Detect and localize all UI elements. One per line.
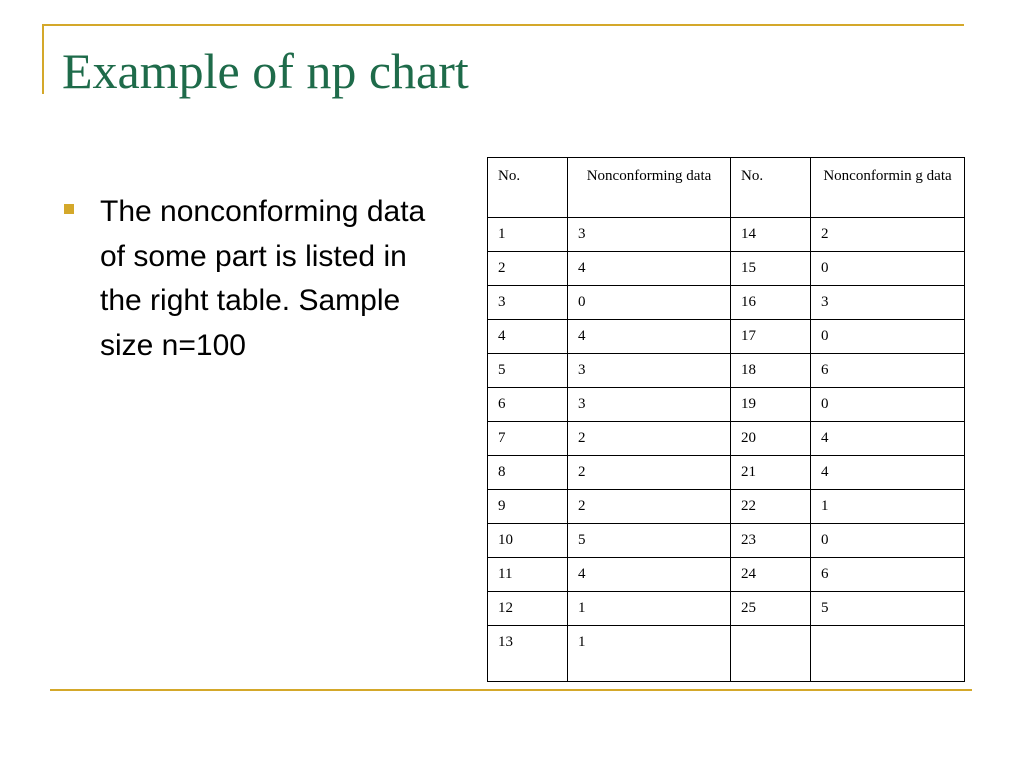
square-bullet-icon <box>64 204 74 214</box>
table-cell: 14 <box>731 218 811 252</box>
nonconforming-data-table <box>487 157 965 682</box>
table-cell: 4 <box>811 422 965 456</box>
header-nonconforming-1: Nonconforming data <box>568 158 731 218</box>
table-cell: 6 <box>811 558 965 592</box>
table-row <box>488 320 965 354</box>
table-cell: 4 <box>811 456 965 490</box>
table-cell: 3 <box>488 286 568 320</box>
table-cell: 19 <box>731 388 811 422</box>
table-row <box>488 388 965 422</box>
table-cell: 1 <box>568 592 731 626</box>
table-row <box>488 558 965 592</box>
table-cell: 16 <box>731 286 811 320</box>
table-row <box>488 490 965 524</box>
table-cell: 15 <box>731 252 811 286</box>
table-cell: 5 <box>488 354 568 388</box>
table-row <box>488 286 965 320</box>
table-row <box>488 218 965 252</box>
table-cell: 22 <box>731 490 811 524</box>
header-nonconforming-2: Nonconformin g data <box>811 158 965 218</box>
table-row <box>488 354 965 388</box>
table-cell: 3 <box>568 354 731 388</box>
table-cell: 6 <box>811 354 965 388</box>
table-cell: 2 <box>811 218 965 252</box>
table-cell: 0 <box>568 286 731 320</box>
table-cell: 8 <box>488 456 568 490</box>
table-cell <box>811 626 965 682</box>
table-cell: 1 <box>811 490 965 524</box>
table-cell <box>731 626 811 682</box>
header-no-1: No. <box>488 158 568 218</box>
table-cell: 11 <box>488 558 568 592</box>
table-cell: 5 <box>568 524 731 558</box>
table-cell: 2 <box>568 422 731 456</box>
table-cell: 0 <box>811 524 965 558</box>
table-cell: 2 <box>568 490 731 524</box>
table-cell: 18 <box>731 354 811 388</box>
table-row <box>488 626 965 682</box>
table-cell: 23 <box>731 524 811 558</box>
table-cell: 0 <box>811 320 965 354</box>
table-cell: 4 <box>568 558 731 592</box>
table-row <box>488 524 965 558</box>
table-row <box>488 456 965 490</box>
table-cell: 17 <box>731 320 811 354</box>
table-cell: 5 <box>811 592 965 626</box>
top-border-line <box>42 24 964 26</box>
table-cell: 3 <box>811 286 965 320</box>
table-cell: 20 <box>731 422 811 456</box>
table-cell: 13 <box>488 626 568 682</box>
table-cell: 1 <box>488 218 568 252</box>
table-cell: 3 <box>568 388 731 422</box>
table-cell: 0 <box>811 388 965 422</box>
bottom-border-line <box>50 689 972 691</box>
table-cell: 7 <box>488 422 568 456</box>
table-row <box>488 252 965 286</box>
table-cell: 12 <box>488 592 568 626</box>
table-header-row <box>488 158 965 218</box>
table-cell: 10 <box>488 524 568 558</box>
table-cell: 24 <box>731 558 811 592</box>
table-cell: 0 <box>811 252 965 286</box>
table-cell: 2 <box>488 252 568 286</box>
slide-title: Example of np chart <box>62 43 469 99</box>
bullet-text: The nonconforming data of some part is listed in the right table. Sample size n=100 <box>100 195 426 362</box>
table-cell: 6 <box>488 388 568 422</box>
table-row <box>488 592 965 626</box>
header-no-2: No. <box>731 158 811 218</box>
table-cell: 4 <box>568 320 731 354</box>
table-cell: 4 <box>488 320 568 354</box>
table-cell: 25 <box>731 592 811 626</box>
table-cell: 21 <box>731 456 811 490</box>
left-border-line <box>42 24 44 94</box>
bullet-item <box>62 190 442 368</box>
table-cell: 9 <box>488 490 568 524</box>
table-row <box>488 422 965 456</box>
table-cell: 3 <box>568 218 731 252</box>
table-cell: 2 <box>568 456 731 490</box>
table-cell: 4 <box>568 252 731 286</box>
table-cell: 1 <box>568 626 731 682</box>
